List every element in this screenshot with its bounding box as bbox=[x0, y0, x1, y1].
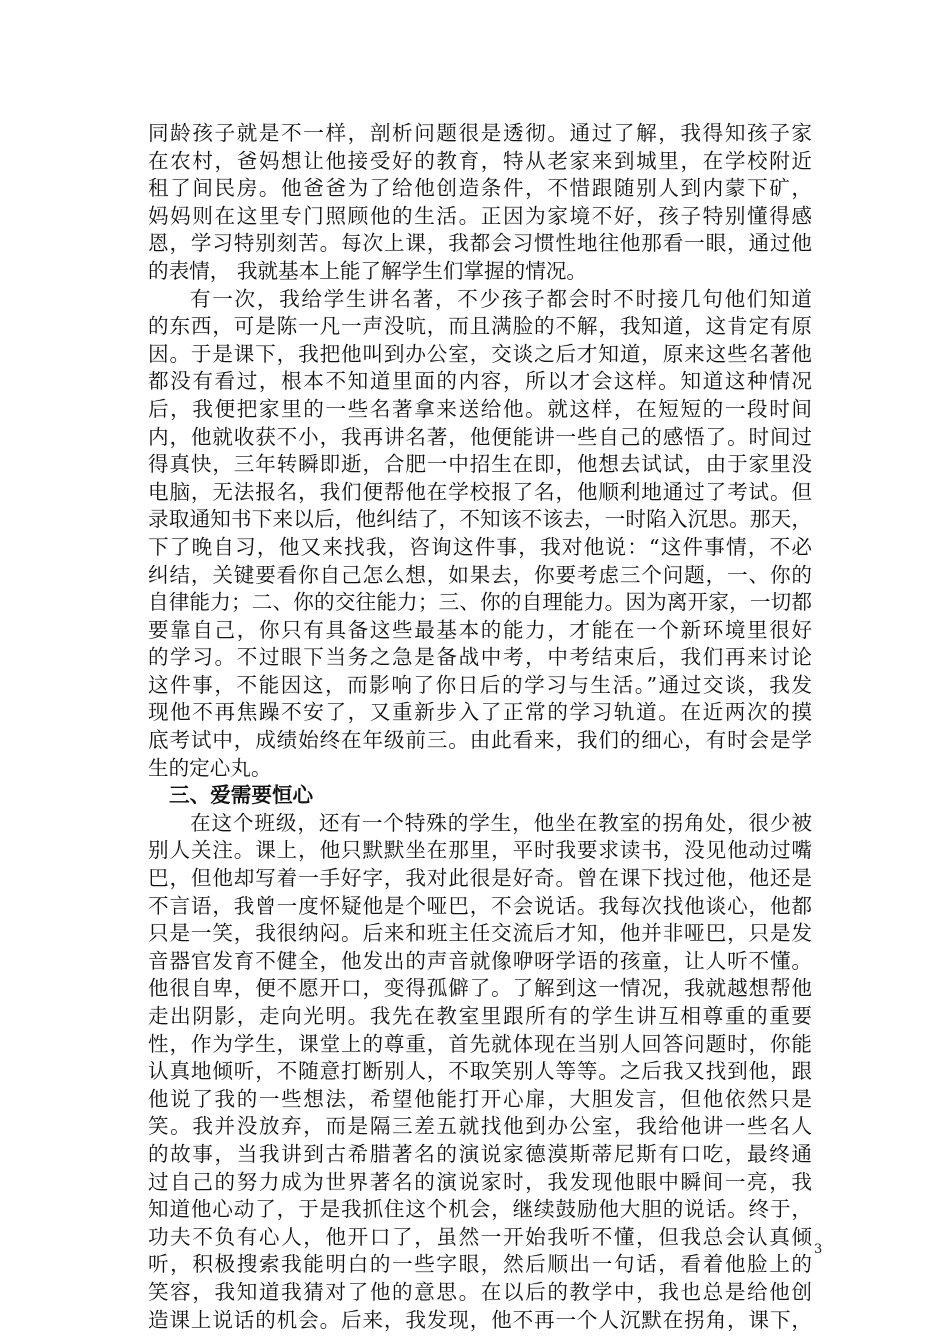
text-line: 他很自卑，便不愿开口，变得孤僻了。了解到这一情况，我就越想帮他 bbox=[148, 976, 812, 1001]
text-line: 的学习。不过眼下当务之急是备战中考，中考结束后，我们再来讨论 bbox=[148, 645, 812, 670]
text-line: 音器官发育不健全，他发出的声音就像咿呀学语的孩童，让人听不懂。 bbox=[148, 948, 812, 973]
text-line: 走出阴影，走向光明。我先在教室里跟所有的学生讲互相尊重的重要 bbox=[148, 1004, 812, 1028]
text-line: 内，他就收获不小，我再讲名著，他便能讲一些自己的感悟了。时间过 bbox=[148, 424, 812, 449]
text-line: 租了间民房。他爸爸为了给他创造条件，不惜跟随别人到内蒙下矿， bbox=[148, 176, 812, 201]
paragraph-family-background bbox=[148, 120, 812, 286]
text-line: 功夫不负有心人，他开口了，虽然一开始我听不懂，但我总会认真倾 bbox=[148, 1224, 812, 1249]
text-line: 纠结，关键要看你自己怎么想，如果去，你要考虑三个问题，一、你的 bbox=[148, 562, 812, 587]
text-line: 底考试中，成绩始终在年级前三。由此看来，我们的细心，有时会是学 bbox=[148, 728, 812, 753]
text-line: 录取通知书下来以后，他纠结了，不知该不该去，一时陷入沉思。那天， bbox=[148, 507, 812, 532]
text-line: 只是一笑，我很纳闷。后来和班主任交流后才知，他并非哑巴，只是发 bbox=[148, 921, 812, 946]
text-line: 自律能力；二、你的交往能力；三、你的自理能力。因为离开家，一切都 bbox=[148, 590, 812, 615]
text-line: 电脑，无法报名，我们便帮他在学校报了名，他顺利地通过了考试。但 bbox=[148, 479, 812, 504]
text-line: 在农村，爸妈想让他接受好的教育，特从老家来到城里，在学校附近 bbox=[148, 148, 812, 173]
text-line: 的表情， 我就基本上能了解学生们掌握的情况。 bbox=[148, 258, 588, 283]
text-line: 认真地倾听，不随意打断别人，不取笑别人等等。之后我又找到他，跟 bbox=[148, 1059, 812, 1084]
text-line: 要靠自己，你只有具备这些最基本的能力，才能在一个新环境里很好 bbox=[148, 617, 812, 642]
text-line: 妈妈则在这里专门照顾他的生活。正因为家境不好，孩子特别懂得感 bbox=[148, 203, 812, 228]
text-line: 下了晚自习，他又来找我，咨询这件事，我对他说：“这件事情，不必 bbox=[148, 534, 812, 559]
text-line: 笑。我并没放弃，而是隔三差五就找他到办公室，我给他讲一些名人 bbox=[148, 1114, 812, 1139]
text-line: 巴，但他却写着一手好字，我对此很是好奇。曾在课下找过他，他还是 bbox=[148, 866, 812, 891]
text-line: 恩，学习特别刻苦。每次上课，我都会习惯性地往他那看一眼，通过他 bbox=[148, 231, 812, 256]
body-text bbox=[148, 120, 812, 1334]
text-line: 他说了我的一些想法，希望他能打开心扉，大胆发言，但他依然只是 bbox=[148, 1086, 812, 1111]
page-number: 3 bbox=[814, 1242, 823, 1257]
section-heading: 三、爱需要恒心 bbox=[169, 783, 314, 808]
text-line: 笑容，我知道我猜对了他的意思。在以后的教学中，我也总是给他创 bbox=[148, 1279, 812, 1304]
text-line: 听，积极搜索我能明白的一些字眼，然后顺出一句话，看着他脸上的 bbox=[148, 1252, 812, 1277]
paragraph-patience bbox=[148, 810, 812, 1334]
text-line: 别人关注。课上，他只默默坐在那里，平时我要求读书，没见他动过嘴 bbox=[148, 838, 812, 863]
paragraph-famous-books bbox=[148, 286, 812, 783]
text-line: 因。于是课下，我把他叫到办公室，交谈之后才知道，原来这些名著他 bbox=[148, 341, 812, 366]
text-line: 知道他心动了，于是我抓住这个机会，继续鼓励他大胆的说话。终于， bbox=[148, 1197, 812, 1222]
text-line: 都没有看过，根本不知道里面的内容，所以才会这样。知道这种情况 bbox=[148, 369, 812, 394]
text-line: 过自己的努力成为世界著名的演说家时，我发现他眼中瞬间一亮，我 bbox=[148, 1169, 812, 1194]
text-line: 同龄孩子就是不一样，剖析问题很是透彻。通过了解，我得知孩子家 bbox=[148, 121, 812, 145]
text-line: 生的定心丸。 bbox=[148, 755, 272, 780]
text-line: 现他不再焦躁不安了，又重新步入了正常的学习轨道。在近两次的摸 bbox=[148, 700, 812, 725]
text-line: 这件事，不能因这，而影响了你日后的学习与生活。”通过交谈，我发 bbox=[148, 672, 812, 697]
text-line: 有一次，我给学生讲名著，不少孩子都会时不时接几句他们知道 bbox=[190, 286, 812, 311]
text-line: 的东西，可是陈一凡一声没吭，而且满脸的不解，我知道，这肯定有原 bbox=[148, 314, 812, 339]
text-line: 得真快，三年转瞬即逝，合肥一中招生在即，他想去试试，由于家里没 bbox=[148, 452, 812, 477]
text-line: 造课上说话的机会。后来，我发现，他不再一个人沉默在拐角，课下， bbox=[148, 1307, 812, 1332]
text-line: 后，我便把家里的一些名著拿来送给他。就这样，在短短的一段时间 bbox=[148, 396, 812, 421]
text-line: 的故事，当我讲到古希腊著名的演说家德漠斯蒂尼斯有口吃，最终通 bbox=[148, 1141, 812, 1166]
text-line: 在这个班级，还有一个特殊的学生，他坐在教室的拐角处，很少被 bbox=[190, 810, 812, 835]
text-line: 性，作为学生，课堂上的尊重，首先就体现在当别人回答问题时，你能 bbox=[148, 1031, 812, 1056]
text-line: 不言语，我曾一度怀疑他是个哑巴，不会说话。我每次找他谈心，他都 bbox=[148, 893, 812, 918]
